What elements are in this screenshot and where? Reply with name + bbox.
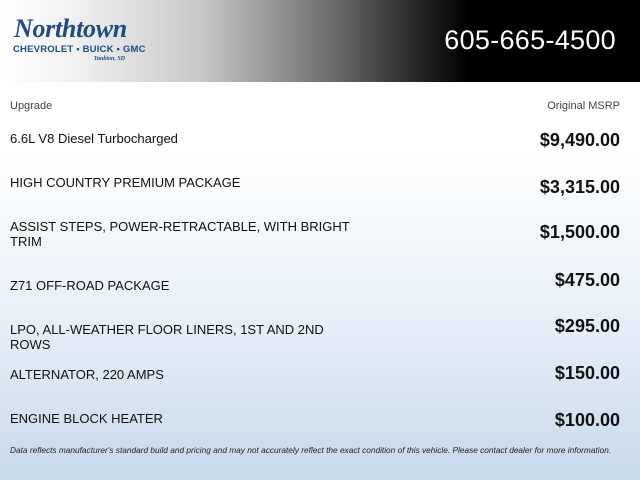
column-header-upgrade: Upgrade	[10, 100, 53, 112]
upgrade-name: HIGH COUNTRY PREMIUM PACKAGE	[10, 175, 241, 190]
logo-city: Yankton, SD	[93, 56, 125, 62]
upgrade-price: $1,500.00	[539, 222, 620, 242]
upgrade-name: ENGINE BLOCK HEATER	[10, 411, 163, 426]
dealer-logo	[12, 14, 146, 64]
upgrade-price: $3,315.00	[539, 177, 620, 197]
upgrade-price: $475.00	[554, 270, 620, 290]
upgrade-name: ALTERNATOR, 220 AMPS	[10, 367, 164, 382]
header-banner	[0, 0, 640, 82]
disclaimer-footnote: Data reflects manufacturer's standard build and pricing and may not accurately reflect the exact condition of this vehicle. Please contact dealer for more information.	[10, 445, 612, 455]
upgrade-price: $100.00	[554, 410, 620, 430]
logo-dealer-name: Northtown	[14, 14, 127, 43]
upgrade-name: 6.6L V8 Diesel Turbocharged	[10, 131, 178, 146]
upgrade-name: ASSIST STEPS, POWER-RETRACTABLE, WITH BRIGHT TRIM	[10, 219, 350, 249]
upgrade-price: $295.00	[554, 316, 620, 336]
logo-brands: CHEVROLET • BUICK • GMC	[13, 44, 146, 55]
upgrade-price: $9,490.00	[539, 130, 620, 150]
dealer-phone-number: 605-665-4500	[444, 25, 616, 55]
upgrade-name: Z71 OFF-ROAD PACKAGE	[10, 278, 170, 293]
upgrade-price: $150.00	[554, 363, 620, 383]
upgrade-name: LPO, ALL-WEATHER FLOOR LINERS, 1ST AND 2ND ROWS	[10, 322, 324, 352]
column-header-original-msrp: Original MSRP	[547, 100, 620, 112]
